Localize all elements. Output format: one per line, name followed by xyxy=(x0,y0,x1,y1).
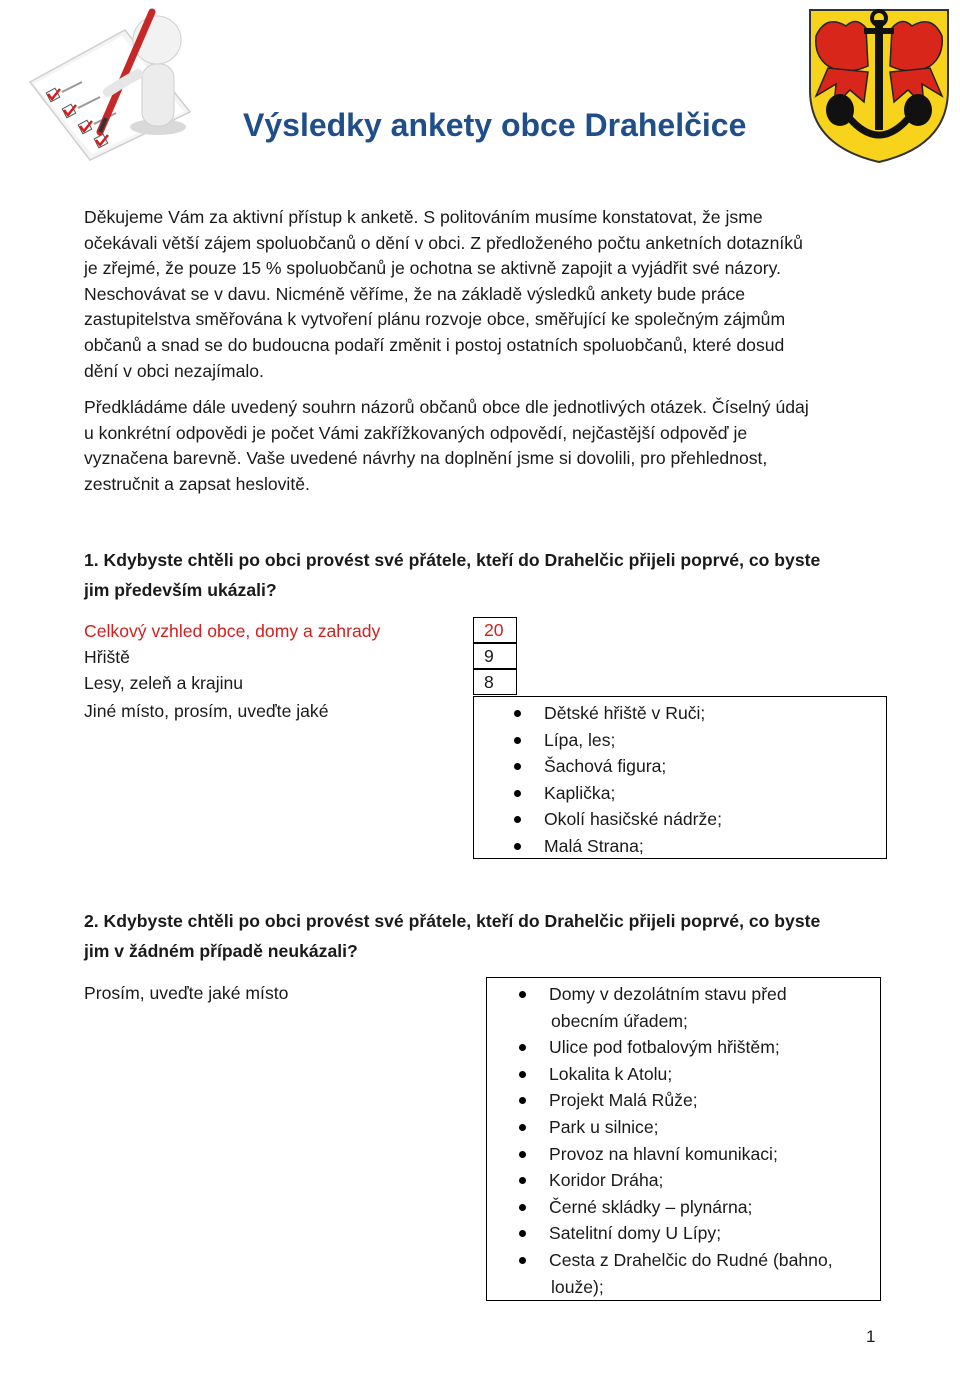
list-item-text: louže); xyxy=(551,1276,604,1297)
bullet-icon xyxy=(514,763,521,770)
list-item xyxy=(487,1061,880,1088)
q1-option-label: Celkový vzhled obce, domy a zahrady xyxy=(84,621,381,641)
list-item xyxy=(487,1114,880,1141)
list-item xyxy=(474,806,886,833)
intro-line: Děkujeme Vám za aktivní přístup k anketě. S politováním musíme konstatovat, že jsme xyxy=(84,207,763,227)
list-item-text: Dětské hřiště v Ruči; xyxy=(544,703,706,723)
bullet-icon xyxy=(519,1177,526,1184)
list-item-text: Šachová figura; xyxy=(544,756,667,777)
list-item xyxy=(474,753,886,780)
bullet-icon xyxy=(519,1257,526,1264)
list-item-text: Domy v dezolátním stavu před xyxy=(549,984,787,1004)
q1-other-label: Jiné místo, prosím, uveďte jaké xyxy=(84,701,329,721)
list-item-text: Okolí hasičské nádrže; xyxy=(544,809,722,830)
page-number: 1 xyxy=(866,1327,876,1346)
intro-line: očekávali větší zájem spoluobčanů o dění v obci. Z předloženého počtu anketních dotazníků xyxy=(84,232,803,253)
intro-line: zastupitelstva směřována k vytvoření plánu rozvoje obce, směřující ke společným zájmům xyxy=(84,309,786,330)
list-item-text: Provoz na hlavní komunikaci; xyxy=(549,1143,778,1164)
q1-option-count: 20 xyxy=(473,617,517,643)
coat-of-arms xyxy=(806,6,952,166)
q1-option-count: 9 xyxy=(473,643,517,669)
question-2-heading xyxy=(84,906,876,966)
list-item xyxy=(487,1087,880,1114)
list-item-text: Park u silnice; xyxy=(549,1116,659,1137)
bullet-icon xyxy=(519,1204,526,1211)
list-item-text: Lokalita k Atolu; xyxy=(549,1063,673,1084)
intro-line: občanů a snad se do budoucna podaří změnit i postoj ostatních spoluobčanů, které dosud xyxy=(84,334,785,355)
list-item-text: Satelitní domy U Lípy; xyxy=(549,1223,722,1244)
question-1-heading-line: 1. Kdybyste chtěli po obci provést své přátele, kteří do Drahelčic přijeli poprvé, co byste xyxy=(84,550,821,570)
question-1-heading-line: jim především ukázali? xyxy=(84,580,277,600)
list-item-text: Malá Strana; xyxy=(544,835,644,856)
bullet-icon xyxy=(514,816,521,823)
list-item xyxy=(474,780,886,807)
list-item-text: obecním úřadem; xyxy=(551,1010,688,1031)
q1-option-label: Lesy, zeleň a krajinu xyxy=(84,673,244,693)
intro-paragraph xyxy=(84,205,876,384)
question-1-heading xyxy=(84,545,876,605)
q2-answers-list xyxy=(487,981,880,1300)
list-item-text: Černé skládky – plynárna; xyxy=(549,1196,753,1217)
q1-other-answers-box xyxy=(473,696,887,859)
page-header xyxy=(0,0,960,170)
explanation-line: vyznačena barevně. Vaše uvedené návrhy na doplnění jsme si dovolili, pro přehlednost, xyxy=(84,448,768,469)
list-item xyxy=(487,1167,880,1194)
bullet-icon xyxy=(519,1124,526,1131)
bullet-icon xyxy=(519,1230,526,1237)
bullet-icon xyxy=(519,1151,526,1158)
q2-answers-box xyxy=(486,977,881,1301)
list-item-text: Projekt Malá Růže; xyxy=(549,1090,698,1111)
checklist-illustration xyxy=(20,2,195,162)
explanation-line: u konkrétní odpovědi je počet Vámi zakřížkovaných odpovědí, nejčastější odpověď je xyxy=(84,422,748,443)
list-item-text: Koridor Dráha; xyxy=(549,1170,664,1191)
list-item xyxy=(487,1220,880,1247)
bullet-icon xyxy=(519,1097,526,1104)
question-2-heading-line: jim v žádném případě neukázali? xyxy=(84,941,358,961)
list-item xyxy=(487,1247,880,1300)
list-item-text: Cesta z Drahelčic do Rudné (bahno, xyxy=(549,1249,833,1270)
q1-option-label: Hřiště xyxy=(84,647,130,667)
list-item xyxy=(487,1141,880,1168)
list-item-text: Kaplička; xyxy=(544,782,616,803)
intro-line: dění v obci nezajímalo. xyxy=(84,360,264,381)
bullet-icon xyxy=(514,737,521,744)
bullet-icon xyxy=(519,1071,526,1078)
intro-line: Neschovávat se v davu. Nicméně věříme, že na základě výsledků ankety bude práce xyxy=(84,283,746,304)
list-item xyxy=(474,700,886,727)
list-item xyxy=(487,1194,880,1221)
bullet-icon xyxy=(519,991,526,998)
bullet-icon xyxy=(514,843,521,850)
explanation-line: zestručnit a zapsat heslovitě. xyxy=(84,473,310,494)
list-item xyxy=(474,833,886,860)
bullet-icon xyxy=(519,1044,526,1051)
bullet-icon xyxy=(514,710,521,717)
page-title: Výsledky ankety obce Drahelčice xyxy=(243,107,747,144)
question-2-heading-line: 2. Kdybyste chtěli po obci provést své přátele, kteří do Drahelčic přijeli poprvé, co byste xyxy=(84,911,821,931)
explanation-line: Předkládáme dále uvedený souhrn názorů občanů obce dle jednotlivých otázek. Číselný údaj xyxy=(84,397,809,417)
list-item-text: Ulice pod fotbalovým hřištěm; xyxy=(549,1037,780,1058)
q1-other-answers-list xyxy=(474,700,886,860)
q1-option-count: 8 xyxy=(473,669,517,695)
q2-prompt-label: Prosím, uveďte jaké místo xyxy=(84,983,289,1003)
bullet-icon xyxy=(514,790,521,797)
list-item xyxy=(487,1034,880,1061)
intro-line: je zřejmé, že pouze 15 % spoluobčanů je ochotna se aktivně zapojit a vyjádřit své názory. xyxy=(84,258,781,279)
list-item xyxy=(474,727,886,754)
explanation-paragraph xyxy=(84,395,876,497)
list-item-text: Lípa, les; xyxy=(544,729,616,750)
list-item xyxy=(487,981,880,1034)
